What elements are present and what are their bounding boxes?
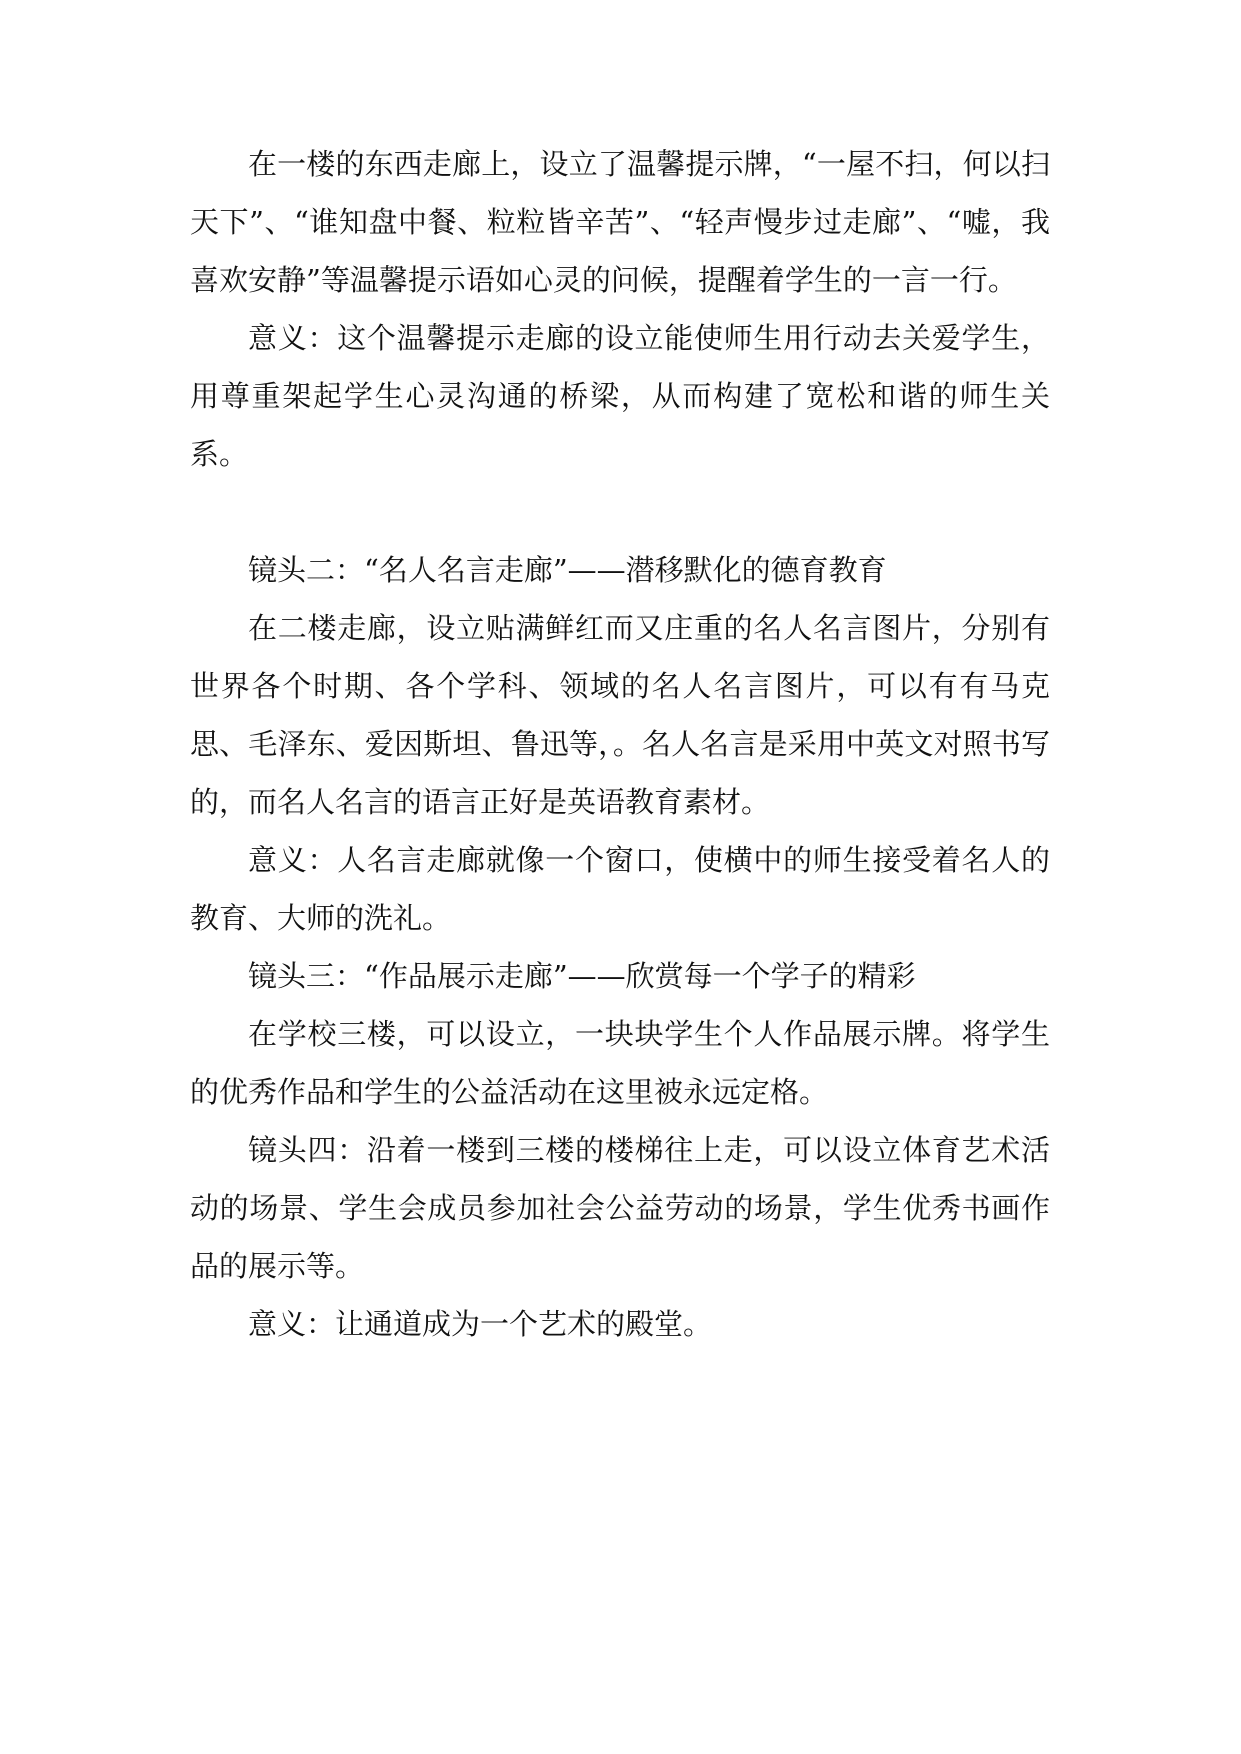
paragraph-meaning-2: 意义：人名言走廊就像一个窗口，使横中的师生接受着名人的教育、大师的洗礼。 [190, 843, 1050, 935]
paragraph-scene-4: 镜头四：沿着一楼到三楼的楼梯往上走，可以设立体育艺术活动的场景、学生会成员参加社会公益劳动的场景，学生优秀书画作品的展示等。 [190, 1133, 1050, 1283]
heading-scene-3: 镜头三：“作品展示走廊”——欣赏每一个学子的精彩 [248, 959, 916, 993]
paragraph-quotes-corridor: 在二楼走廊，设立贴满鲜红而又庄重的名人名言图片，分别有世界各个时期、各个学科、领域的名人名言图片，可以有有马克思、毛泽东、爱因斯坦、鲁迅等，。名人名言是采用中英文对照书写的，而名人名言的语言正好是英语教育素材。 [190, 611, 1050, 819]
paragraph-meaning-3: 意义：让通道成为一个艺术的殿堂。 [248, 1307, 713, 1341]
paragraph-corridor-signs: 在一楼的东西走廊上，设立了温馨提示牌，“一屋不扫，何以扫天下”、“谁知盘中餐、粒粒皆辛苦”、“轻声慢步过走廊”、“嘘，我喜欢安静”等温馨提示语如心灵的问候，提醒着学生的一言一行。 [190, 147, 1050, 297]
heading-scene-2: 镜头二：“名人名言走廊”——潜移默化的德育教育 [248, 553, 887, 587]
paragraph-works-corridor: 在学校三楼，可以设立，一块块学生个人作品展示牌。将学生的优秀作品和学生的公益活动在这里被永远定格。 [190, 1017, 1050, 1109]
paragraph-meaning-1: 意义：这个温馨提示走廊的设立能使师生用行动去关爱学生，用尊重架起学生心灵沟通的桥梁，从而构建了宽松和谐的师生关系。 [190, 321, 1050, 471]
